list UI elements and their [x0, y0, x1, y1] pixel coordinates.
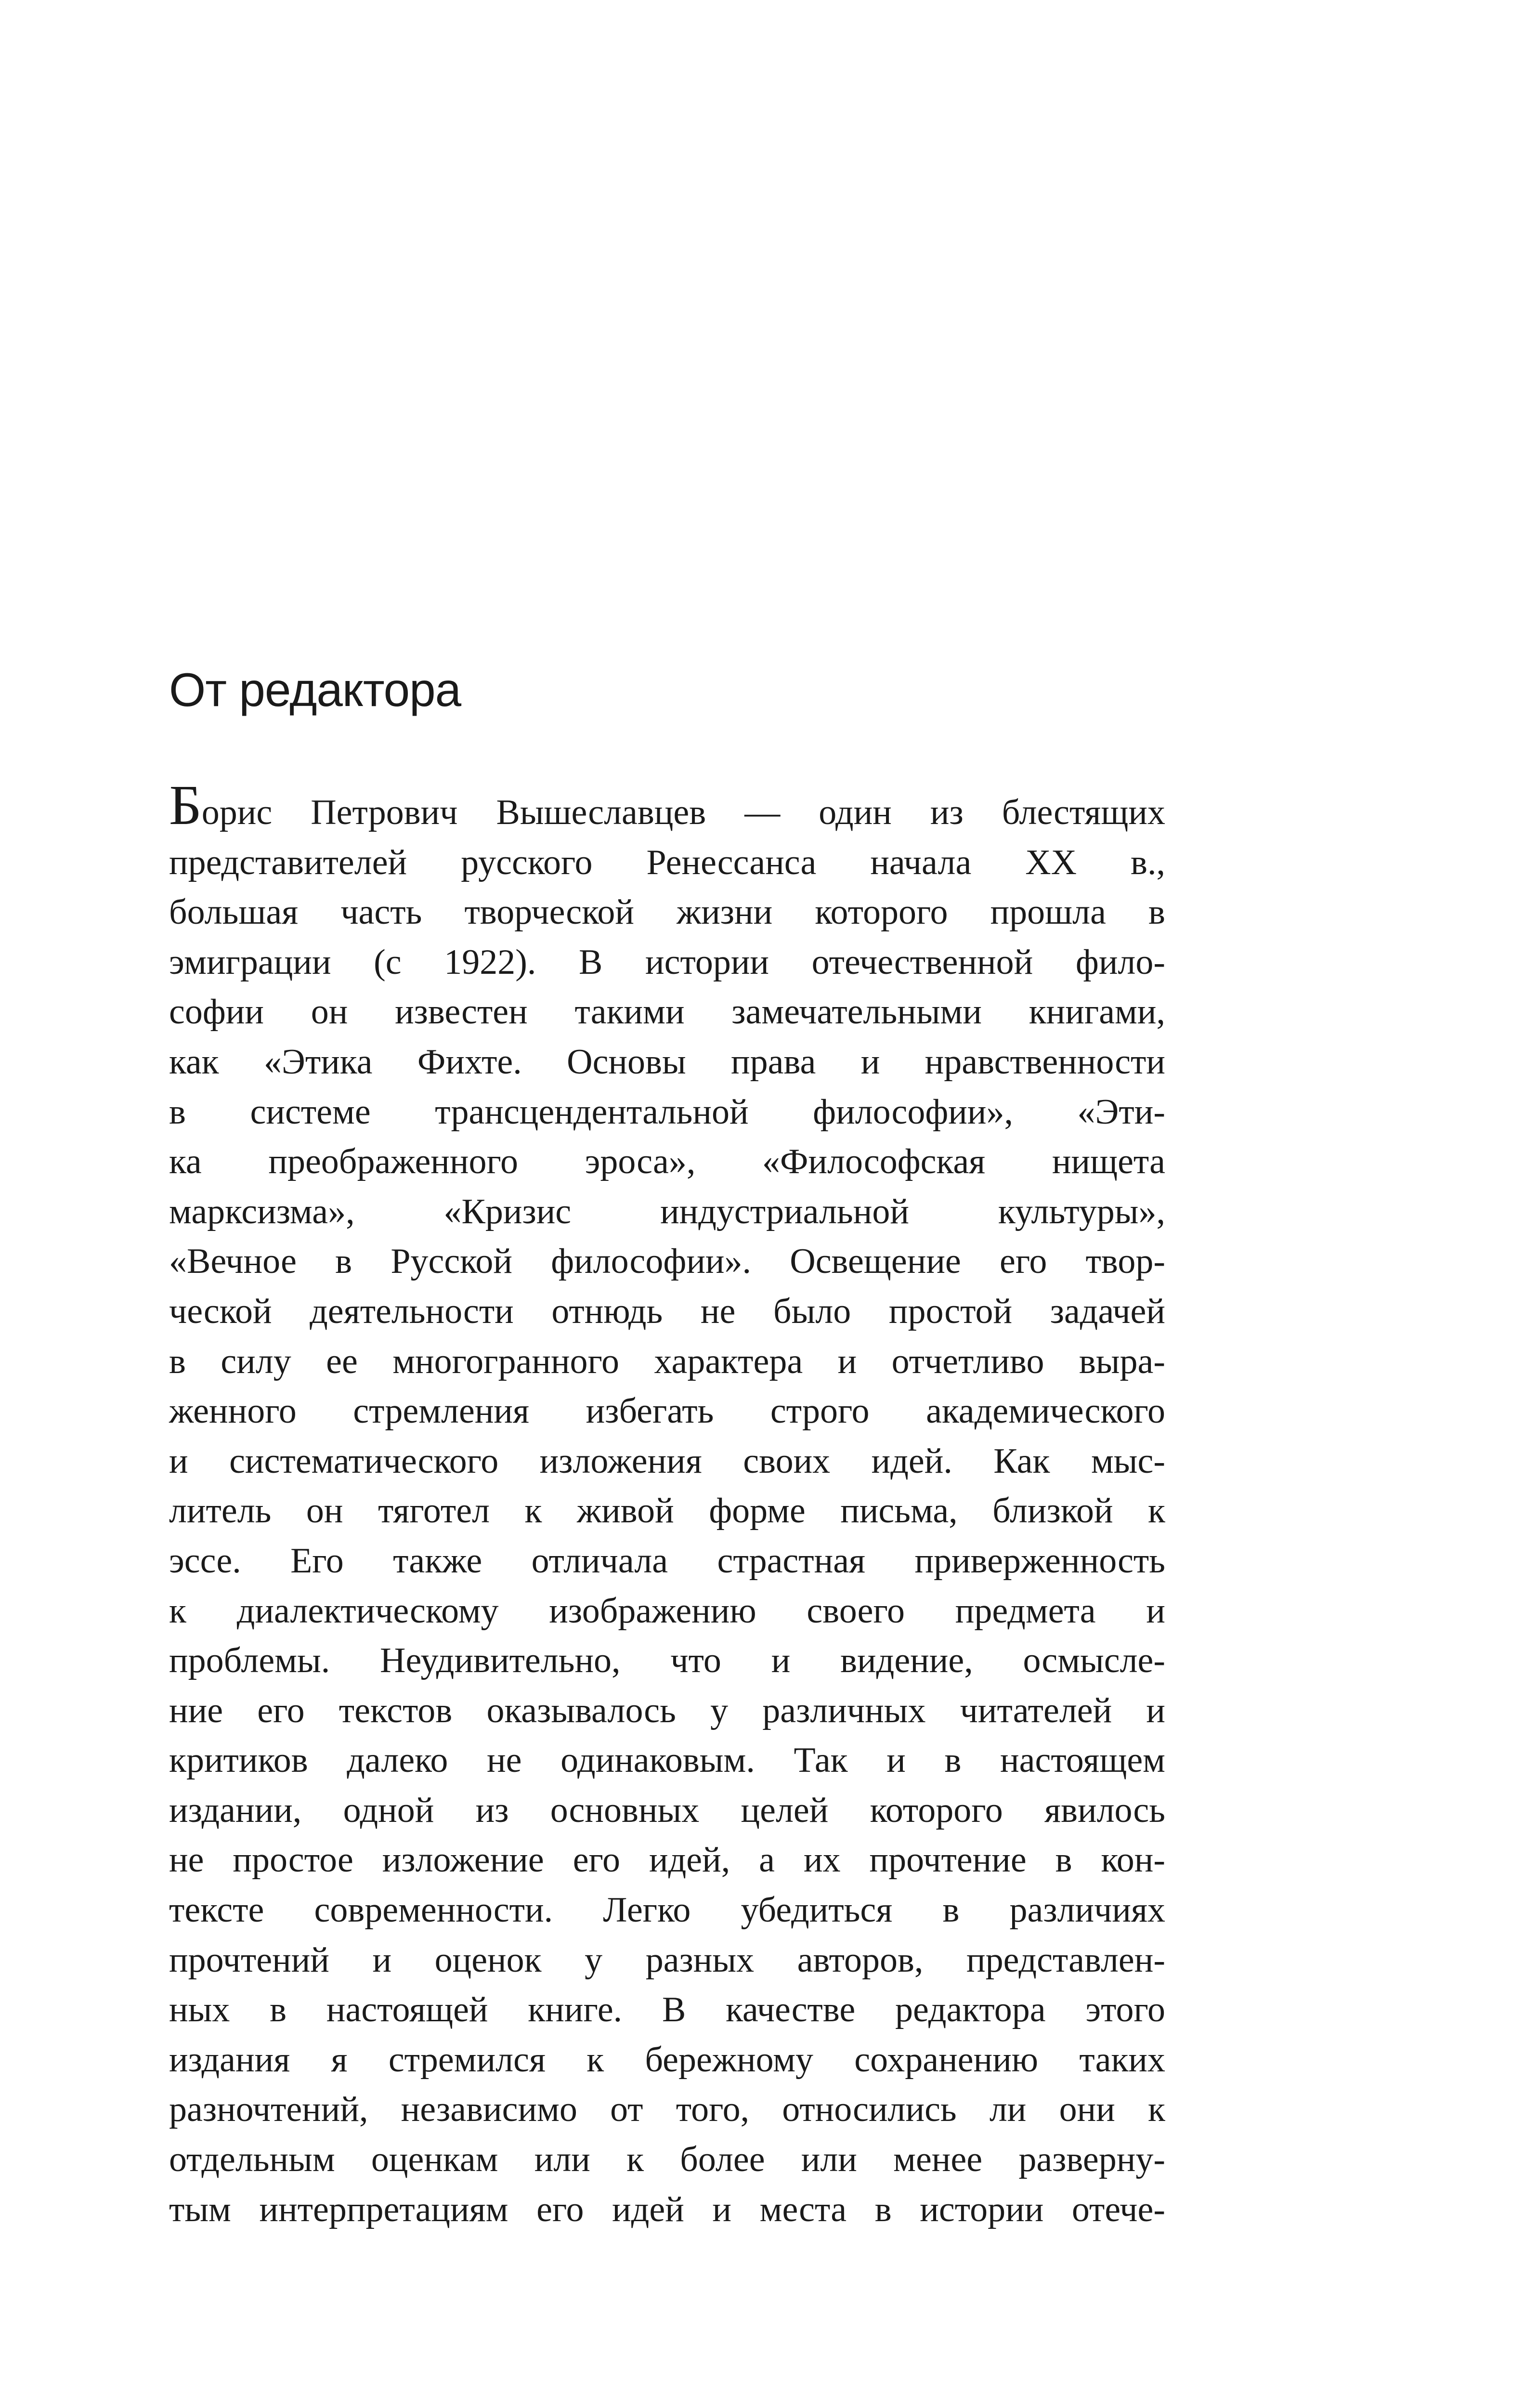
- body-line-text: орис Петрович Вышеславцев — один из блестящих: [201, 793, 1165, 832]
- body-line: большая часть творческой жизни которого прошла в: [169, 892, 1165, 932]
- body-line: ние его текстов оказывалось у различных читателей и: [169, 1690, 1165, 1730]
- body-paragraph: [169, 773, 1165, 2235]
- body-line: издания я стремился к бережному сохранению таких: [169, 2040, 1165, 2080]
- section-heading: От редактора: [169, 663, 461, 716]
- body-line: издании, одной из основных целей которого явилось: [169, 1790, 1165, 1830]
- body-line: эссе. Его также отличала страстная приверженность: [169, 1541, 1165, 1581]
- body-line: «Вечное в Русской философии». Освещение его твор-: [169, 1242, 1165, 1282]
- body-line: женного стремления избегать строго академического: [169, 1391, 1165, 1431]
- body-line: к диалектическому изображению своего предмета и: [169, 1591, 1165, 1631]
- body-line: марксизма», «Кризис индустриальной культуры»,: [169, 1191, 1165, 1231]
- body-line: тым интерпретациям его идей и места в истории отече-: [169, 2189, 1165, 2229]
- body-line: как «Этика Фихте. Основы права и нравственности: [169, 1042, 1165, 1082]
- body-line: представителей русского Ренессанса начала XX в.,: [169, 842, 1165, 882]
- drop-cap: Б: [169, 773, 202, 837]
- body-line: в системе трансцендентальной философии», «Эти-: [169, 1092, 1165, 1132]
- body-line: [169, 773, 1165, 838]
- body-line: проблемы. Неудивительно, что и видение, осмысле-: [169, 1641, 1165, 1681]
- body-line: не простое изложение его идей, а их прочтение в кон-: [169, 1840, 1165, 1880]
- body-line: и систематического изложения своих идей. Как мыс-: [169, 1441, 1165, 1481]
- body-line: разночтений, независимо от того, относились ли они к: [169, 2090, 1165, 2130]
- body-line: софии он известен такими замечательными книгами,: [169, 992, 1165, 1032]
- body-line: ка преображенного эроса», «Философская нищета: [169, 1142, 1165, 1182]
- body-line: в силу ее многогранного характера и отчетливо выра-: [169, 1341, 1165, 1381]
- body-line: литель он тяготел к живой форме письма, близкой к: [169, 1491, 1165, 1531]
- body-line: критиков далеко не одинаковым. Так и в настоящем: [169, 1741, 1165, 1780]
- body-line: ных в настоящей книге. В качестве редактора этого: [169, 1990, 1165, 2030]
- body-line: тексте современности. Легко убедиться в различиях: [169, 1890, 1165, 1930]
- body-line: отдельным оценкам или к более или менее разверну-: [169, 2140, 1165, 2180]
- body-line: эмиграции (с 1922). В истории отечественной фило-: [169, 942, 1165, 982]
- body-line: ческой деятельности отнюдь не было простой задачей: [169, 1291, 1165, 1331]
- body-line: прочтений и оценок у разных авторов, представлен-: [169, 1940, 1165, 1980]
